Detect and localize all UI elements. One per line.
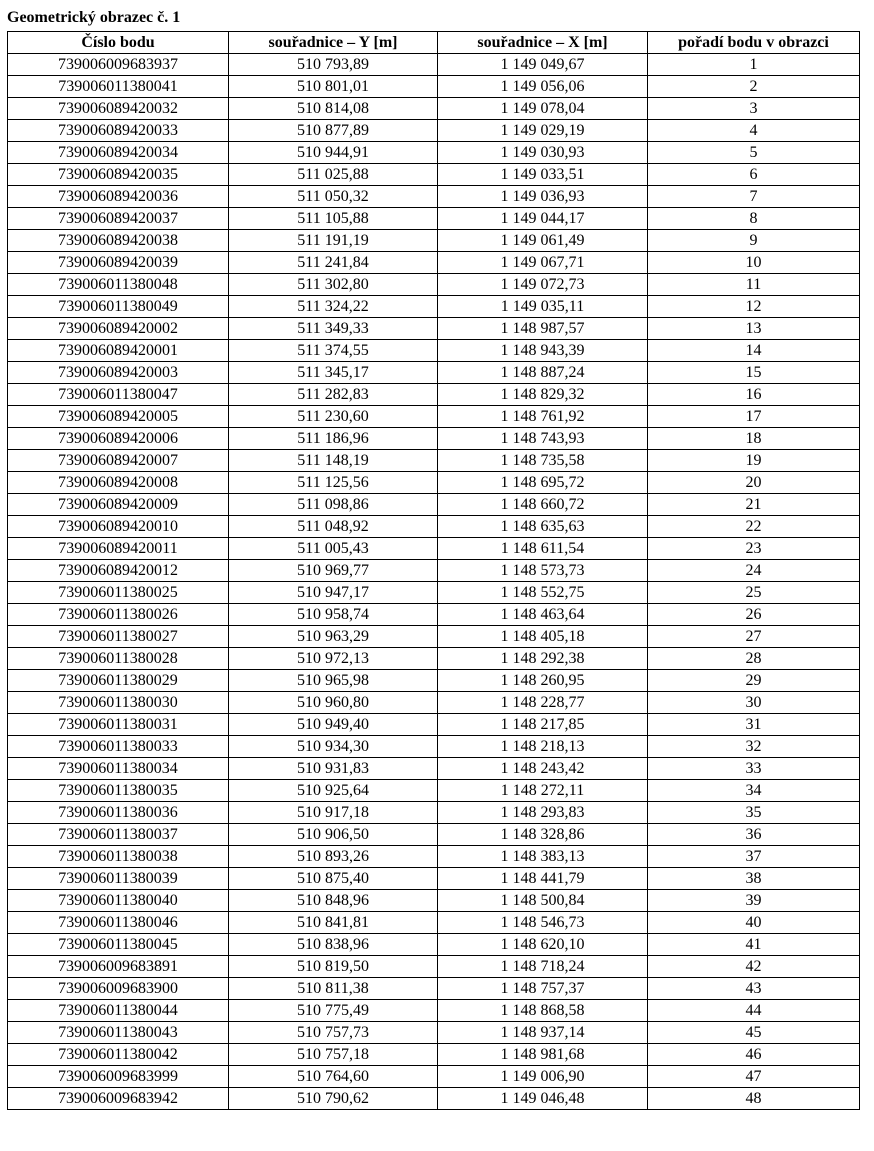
cell-coordinate-y: 510 793,89: [229, 54, 438, 76]
cell-coordinate-y: 511 125,56: [229, 472, 438, 494]
cell-coordinate-x: 1 148 328,86: [438, 824, 648, 846]
cell-point-number: 739006011380047: [8, 384, 229, 406]
cell-coordinate-y: 510 965,98: [229, 670, 438, 692]
cell-coordinate-y: 510 963,29: [229, 626, 438, 648]
header-coordinate-x: souřadnice – X [m]: [438, 32, 648, 54]
table-row: [8, 230, 860, 252]
cell-point-order: 46: [648, 1044, 860, 1066]
table-row: [8, 54, 860, 76]
cell-point-order: 26: [648, 604, 860, 626]
cell-coordinate-y: 510 931,83: [229, 758, 438, 780]
cell-point-number: 739006009683942: [8, 1088, 229, 1110]
cell-coordinate-y: 510 958,74: [229, 604, 438, 626]
cell-coordinate-x: 1 148 943,39: [438, 340, 648, 362]
cell-point-number: 739006089420035: [8, 164, 229, 186]
cell-coordinate-x: 1 149 067,71: [438, 252, 648, 274]
cell-coordinate-x: 1 148 293,83: [438, 802, 648, 824]
cell-coordinate-x: 1 148 761,92: [438, 406, 648, 428]
cell-point-number: 739006089420011: [8, 538, 229, 560]
cell-point-order: 13: [648, 318, 860, 340]
table-row: [8, 406, 860, 428]
cell-coordinate-x: 1 148 757,37: [438, 978, 648, 1000]
table-row: [8, 604, 860, 626]
cell-coordinate-y: 511 105,88: [229, 208, 438, 230]
cell-point-number: 739006089420001: [8, 340, 229, 362]
cell-coordinate-x: 1 148 620,10: [438, 934, 648, 956]
cell-point-order: 24: [648, 560, 860, 582]
cell-coordinate-y: 511 148,19: [229, 450, 438, 472]
cell-coordinate-x: 1 148 695,72: [438, 472, 648, 494]
cell-coordinate-y: 511 282,83: [229, 384, 438, 406]
cell-coordinate-y: 510 934,30: [229, 736, 438, 758]
cell-coordinate-x: 1 148 383,13: [438, 846, 648, 868]
cell-coordinate-x: 1 148 611,54: [438, 538, 648, 560]
cell-point-order: 21: [648, 494, 860, 516]
table-row: [8, 714, 860, 736]
cell-coordinate-y: 510 764,60: [229, 1066, 438, 1088]
cell-point-order: 37: [648, 846, 860, 868]
cell-point-order: 23: [648, 538, 860, 560]
cell-coordinate-x: 1 149 006,90: [438, 1066, 648, 1088]
table-row: [8, 516, 860, 538]
cell-coordinate-x: 1 148 405,18: [438, 626, 648, 648]
cell-coordinate-x: 1 148 228,77: [438, 692, 648, 714]
table-row: [8, 978, 860, 1000]
cell-point-number: 739006089420032: [8, 98, 229, 120]
cell-point-number: 739006089420037: [8, 208, 229, 230]
table-row: [8, 164, 860, 186]
cell-point-number: 739006089420039: [8, 252, 229, 274]
cell-point-number: 739006011380031: [8, 714, 229, 736]
table-row: [8, 384, 860, 406]
cell-coordinate-y: 510 790,62: [229, 1088, 438, 1110]
cell-point-order: 14: [648, 340, 860, 362]
cell-coordinate-y: 510 801,01: [229, 76, 438, 98]
cell-coordinate-y: 511 191,19: [229, 230, 438, 252]
table-row: [8, 472, 860, 494]
cell-coordinate-y: 510 944,91: [229, 142, 438, 164]
cell-point-number: 739006089420003: [8, 362, 229, 384]
cell-point-number: 739006089420006: [8, 428, 229, 450]
cell-coordinate-y: 511 302,80: [229, 274, 438, 296]
table-row: [8, 1000, 860, 1022]
cell-coordinate-y: 511 098,86: [229, 494, 438, 516]
table-row: [8, 626, 860, 648]
cell-point-number: 739006089420036: [8, 186, 229, 208]
table-row: [8, 758, 860, 780]
cell-coordinate-y: 511 186,96: [229, 428, 438, 450]
cell-coordinate-y: 510 775,49: [229, 1000, 438, 1022]
table-row: [8, 538, 860, 560]
table-body: [8, 54, 860, 1110]
table-row: [8, 274, 860, 296]
cell-coordinate-x: 1 149 072,73: [438, 274, 648, 296]
cell-point-order: 48: [648, 1088, 860, 1110]
cell-coordinate-x: 1 148 887,24: [438, 362, 648, 384]
table-row: [8, 846, 860, 868]
cell-point-order: 35: [648, 802, 860, 824]
cell-point-number: 739006011380033: [8, 736, 229, 758]
cell-coordinate-y: 510 811,38: [229, 978, 438, 1000]
cell-point-order: 40: [648, 912, 860, 934]
cell-point-order: 38: [648, 868, 860, 890]
cell-point-order: 16: [648, 384, 860, 406]
table-row: [8, 648, 860, 670]
cell-coordinate-y: 511 324,22: [229, 296, 438, 318]
table-row: [8, 362, 860, 384]
cell-point-number: 739006011380034: [8, 758, 229, 780]
cell-coordinate-y: 510 949,40: [229, 714, 438, 736]
table-row: [8, 76, 860, 98]
table-row: [8, 868, 860, 890]
cell-coordinate-y: 510 841,81: [229, 912, 438, 934]
cell-point-number: 739006011380039: [8, 868, 229, 890]
cell-point-order: 2: [648, 76, 860, 98]
cell-coordinate-x: 1 148 546,73: [438, 912, 648, 934]
cell-point-order: 36: [648, 824, 860, 846]
header-row: [8, 32, 860, 54]
cell-point-number: 739006011380038: [8, 846, 229, 868]
cell-point-number: 739006011380043: [8, 1022, 229, 1044]
table-row: [8, 494, 860, 516]
cell-point-number: 739006011380029: [8, 670, 229, 692]
cell-coordinate-x: 1 149 036,93: [438, 186, 648, 208]
cell-coordinate-y: 511 048,92: [229, 516, 438, 538]
cell-point-order: 25: [648, 582, 860, 604]
cell-point-number: 739006009683937: [8, 54, 229, 76]
cell-coordinate-x: 1 148 217,85: [438, 714, 648, 736]
cell-point-order: 41: [648, 934, 860, 956]
cell-coordinate-y: 511 050,32: [229, 186, 438, 208]
cell-coordinate-y: 511 374,55: [229, 340, 438, 362]
cell-coordinate-x: 1 148 441,79: [438, 868, 648, 890]
cell-point-number: 739006089420008: [8, 472, 229, 494]
cell-coordinate-y: 510 819,50: [229, 956, 438, 978]
cell-coordinate-x: 1 149 078,04: [438, 98, 648, 120]
cell-point-number: 739006009683999: [8, 1066, 229, 1088]
cell-point-order: 5: [648, 142, 860, 164]
cell-coordinate-x: 1 149 030,93: [438, 142, 648, 164]
cell-coordinate-y: 510 893,26: [229, 846, 438, 868]
cell-coordinate-x: 1 148 868,58: [438, 1000, 648, 1022]
cell-point-number: 739006011380028: [8, 648, 229, 670]
table-row: [8, 296, 860, 318]
cell-point-number: 739006011380036: [8, 802, 229, 824]
table-row: [8, 956, 860, 978]
cell-coordinate-y: 510 757,18: [229, 1044, 438, 1066]
cell-point-order: 34: [648, 780, 860, 802]
table-row: [8, 912, 860, 934]
header-point-order: pořadí bodu v obrazci: [648, 32, 860, 54]
cell-coordinate-x: 1 148 635,63: [438, 516, 648, 538]
table-row: [8, 98, 860, 120]
cell-point-number: 739006011380025: [8, 582, 229, 604]
cell-point-order: 19: [648, 450, 860, 472]
cell-point-number: 739006089420009: [8, 494, 229, 516]
cell-coordinate-x: 1 148 937,14: [438, 1022, 648, 1044]
table-row: [8, 560, 860, 582]
cell-coordinate-y: 510 848,96: [229, 890, 438, 912]
table-row: [8, 428, 860, 450]
cell-point-order: 18: [648, 428, 860, 450]
table-row: [8, 1088, 860, 1110]
cell-coordinate-x: 1 148 260,95: [438, 670, 648, 692]
cell-coordinate-x: 1 148 735,58: [438, 450, 648, 472]
cell-point-number: 739006011380041: [8, 76, 229, 98]
table-row: [8, 318, 860, 340]
cell-point-number: 739006011380027: [8, 626, 229, 648]
page-title: Geometrický obrazec č. 1: [7, 9, 181, 26]
table-row: [8, 252, 860, 274]
cell-point-order: 27: [648, 626, 860, 648]
header-coordinate-y: souřadnice – Y [m]: [229, 32, 438, 54]
cell-point-order: 1: [648, 54, 860, 76]
cell-coordinate-y: 511 345,17: [229, 362, 438, 384]
cell-point-order: 39: [648, 890, 860, 912]
cell-point-number: 739006089420034: [8, 142, 229, 164]
table-row: [8, 120, 860, 142]
cell-point-order: 32: [648, 736, 860, 758]
cell-point-order: 17: [648, 406, 860, 428]
table-row: [8, 736, 860, 758]
table-row: [8, 692, 860, 714]
cell-point-number: 739006009683891: [8, 956, 229, 978]
cell-point-order: 20: [648, 472, 860, 494]
cell-point-number: 739006011380037: [8, 824, 229, 846]
cell-point-number: 739006011380040: [8, 890, 229, 912]
table-row: [8, 824, 860, 846]
cell-point-order: 8: [648, 208, 860, 230]
table-row: [8, 582, 860, 604]
cell-coordinate-y: 511 349,33: [229, 318, 438, 340]
cell-coordinate-y: 510 757,73: [229, 1022, 438, 1044]
table-row: [8, 142, 860, 164]
cell-coordinate-y: 511 230,60: [229, 406, 438, 428]
cell-point-order: 33: [648, 758, 860, 780]
cell-coordinate-y: 510 972,13: [229, 648, 438, 670]
cell-point-number: 739006009683900: [8, 978, 229, 1000]
cell-point-order: 30: [648, 692, 860, 714]
cell-point-order: 43: [648, 978, 860, 1000]
cell-coordinate-x: 1 148 463,64: [438, 604, 648, 626]
table-row: [8, 934, 860, 956]
table-row: [8, 1044, 860, 1066]
cell-coordinate-x: 1 149 029,19: [438, 120, 648, 142]
header-point-number: Číslo bodu: [8, 32, 229, 54]
cell-coordinate-x: 1 148 272,11: [438, 780, 648, 802]
cell-point-number: 739006089420010: [8, 516, 229, 538]
cell-point-number: 739006011380048: [8, 274, 229, 296]
table-header: [8, 32, 860, 54]
table-row: [8, 1022, 860, 1044]
cell-coordinate-y: 510 875,40: [229, 868, 438, 890]
cell-coordinate-y: 510 814,08: [229, 98, 438, 120]
cell-coordinate-x: 1 149 035,11: [438, 296, 648, 318]
cell-point-order: 12: [648, 296, 860, 318]
cell-coordinate-x: 1 148 292,38: [438, 648, 648, 670]
cell-point-order: 22: [648, 516, 860, 538]
cell-coordinate-y: 510 969,77: [229, 560, 438, 582]
cell-point-order: 44: [648, 1000, 860, 1022]
cell-point-order: 42: [648, 956, 860, 978]
cell-coordinate-x: 1 148 218,13: [438, 736, 648, 758]
cell-point-order: 10: [648, 252, 860, 274]
table-row: [8, 802, 860, 824]
cell-point-order: 45: [648, 1022, 860, 1044]
cell-coordinate-y: 511 241,84: [229, 252, 438, 274]
cell-point-number: 739006011380035: [8, 780, 229, 802]
cell-coordinate-y: 511 025,88: [229, 164, 438, 186]
cell-coordinate-y: 510 917,18: [229, 802, 438, 824]
cell-point-number: 739006011380046: [8, 912, 229, 934]
cell-point-order: 9: [648, 230, 860, 252]
table-row: [8, 670, 860, 692]
cell-point-order: 28: [648, 648, 860, 670]
cell-coordinate-x: 1 149 056,06: [438, 76, 648, 98]
cell-point-order: 15: [648, 362, 860, 384]
cell-coordinate-y: 510 877,89: [229, 120, 438, 142]
cell-point-order: 7: [648, 186, 860, 208]
cell-coordinate-x: 1 148 987,57: [438, 318, 648, 340]
table-row: [8, 890, 860, 912]
cell-coordinate-x: 1 148 573,73: [438, 560, 648, 582]
cell-point-number: 739006089420038: [8, 230, 229, 252]
cell-coordinate-y: 510 838,96: [229, 934, 438, 956]
cell-point-number: 739006011380044: [8, 1000, 229, 1022]
cell-coordinate-x: 1 148 552,75: [438, 582, 648, 604]
cell-point-number: 739006011380030: [8, 692, 229, 714]
cell-coordinate-x: 1 148 981,68: [438, 1044, 648, 1066]
cell-coordinate-x: 1 148 500,84: [438, 890, 648, 912]
cell-coordinate-y: 510 925,64: [229, 780, 438, 802]
cell-coordinate-x: 1 148 243,42: [438, 758, 648, 780]
cell-point-number: 739006089420012: [8, 560, 229, 582]
cell-point-number: 739006011380042: [8, 1044, 229, 1066]
table-row: [8, 780, 860, 802]
cell-coordinate-x: 1 149 033,51: [438, 164, 648, 186]
cell-coordinate-x: 1 149 044,17: [438, 208, 648, 230]
cell-point-order: 31: [648, 714, 860, 736]
cell-coordinate-x: 1 149 046,48: [438, 1088, 648, 1110]
cell-point-order: 3: [648, 98, 860, 120]
cell-coordinate-x: 1 148 743,93: [438, 428, 648, 450]
cell-point-number: 739006089420033: [8, 120, 229, 142]
cell-coordinate-x: 1 148 829,32: [438, 384, 648, 406]
cell-point-order: 47: [648, 1066, 860, 1088]
cell-coordinate-y: 511 005,43: [229, 538, 438, 560]
cell-point-number: 739006089420005: [8, 406, 229, 428]
cell-coordinate-y: 510 960,80: [229, 692, 438, 714]
table-row: [8, 186, 860, 208]
cell-point-order: 11: [648, 274, 860, 296]
cell-coordinate-x: 1 149 061,49: [438, 230, 648, 252]
table-row: [8, 450, 860, 472]
cell-point-number: 739006011380049: [8, 296, 229, 318]
cell-point-number: 739006089420007: [8, 450, 229, 472]
cell-point-order: 4: [648, 120, 860, 142]
table-row: [8, 340, 860, 362]
table-row: [8, 1066, 860, 1088]
cell-point-order: 6: [648, 164, 860, 186]
cell-point-number: 739006089420002: [8, 318, 229, 340]
cell-coordinate-x: 1 148 718,24: [438, 956, 648, 978]
cell-point-number: 739006011380045: [8, 934, 229, 956]
coordinates-table: [7, 31, 860, 1110]
cell-coordinate-x: 1 148 660,72: [438, 494, 648, 516]
table-row: [8, 208, 860, 230]
cell-coordinate-x: 1 149 049,67: [438, 54, 648, 76]
cell-point-number: 739006011380026: [8, 604, 229, 626]
cell-coordinate-y: 510 947,17: [229, 582, 438, 604]
cell-point-order: 29: [648, 670, 860, 692]
cell-coordinate-y: 510 906,50: [229, 824, 438, 846]
